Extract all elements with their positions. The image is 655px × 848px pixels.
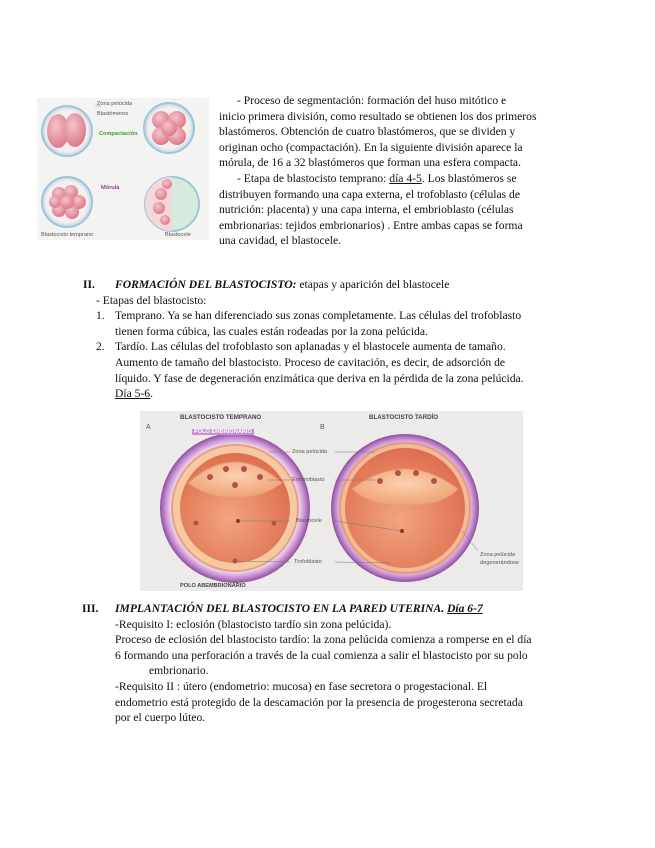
- day-reference: Día 6-7: [447, 602, 483, 615]
- text-line: inicio primera división, como resultado se obtienen los dos primeros: [219, 109, 537, 123]
- text-line: por el cuerpo lúteo.: [115, 711, 206, 725]
- blastocyst-illustration: [140, 411, 523, 591]
- text-line: Proceso de eclosión del blastocisto tardío: la zona pelúcida comienza a romperse en el día: [115, 633, 532, 647]
- text-line: [115, 386, 603, 402]
- section-title-rest: etapas y aparición del blastocele: [296, 278, 450, 291]
- text-line: distribuyen formando una capa externa, el trofoblasto (células de: [219, 187, 521, 201]
- text-line: mórula, de 16 a 32 blastómeros que forman una esfera compacta.: [219, 156, 521, 170]
- text-line: blastómeros. Obtención de cuatro blastómeros, que se dividen y: [219, 125, 516, 139]
- list-number: 2.: [96, 340, 105, 354]
- text-segment: .: [150, 387, 153, 401]
- text-line: 6 formando una perforación a través de la cual comienza a salir el blastocisto por su polo: [115, 648, 528, 662]
- segmentation-figure: [37, 98, 209, 240]
- text-line: tienen forma cúbica, las cuales están rodeadas por la zona pelúcida.: [115, 324, 428, 338]
- text-line: - Proceso de segmentación: formación del huso mitótico e: [237, 94, 507, 107]
- text-segment: . Los blastómeros se: [421, 171, 517, 185]
- day-reference: Día 5-6: [115, 387, 151, 401]
- text-line: -Requisito II : útero (endometrio: mucosa) en fase secretora o progestacional. El: [115, 679, 488, 693]
- section-title: FORMACIÓN DEL BLASTOCISTO:: [115, 278, 297, 291]
- fig2-label-trofoblasto: Trofoblasto: [294, 559, 322, 565]
- text-line: Aumento de tamaño del blastocisto. Proceso de cavitación, es decir, de adsorción de: [115, 355, 506, 369]
- text-line: [219, 171, 579, 187]
- text-line: Tardío. Las células del trofoblasto son aplanadas y el blastocele aumenta de tamaño.: [115, 340, 506, 354]
- fig2-letter-b: B: [320, 424, 325, 431]
- section-heading: [82, 601, 602, 617]
- text-line: -Requisito I: eclosión (blastocisto tardío sin zona pelúcida).: [115, 617, 392, 631]
- bullet-line: - Etapas del blastocisto:: [96, 293, 207, 307]
- section-title: IMPLANTACIÓN DEL BLASTOCISTO EN LA PARED UTERINA.: [115, 602, 445, 615]
- section-numeral: III.: [82, 602, 99, 615]
- segmentation-illustration: [37, 98, 209, 240]
- fig2-label-right: degenerándose: [480, 560, 519, 566]
- section-numeral: II.: [83, 278, 95, 291]
- section-3: [82, 601, 602, 726]
- blastocyst-figure: [140, 411, 523, 591]
- text-line: endometrio está protegido de la descamación por la presencia de progesterona secretada: [115, 695, 523, 709]
- fig1-label-highlight: Compactación: [99, 131, 138, 137]
- blastocyst-cutaway: [145, 177, 199, 231]
- list-item: [83, 339, 603, 401]
- text-segment: - Etapa de blastocisto temprano:: [237, 171, 390, 185]
- fig1-label: Blastocele: [165, 232, 191, 238]
- fig2-label-embrioblasto: Embrioblasto: [292, 477, 325, 483]
- text-line: nutrición: placenta) y una capa interna, el embrioblasto (células: [219, 203, 514, 217]
- fig1-label: Zona pelúcida: [97, 101, 133, 107]
- section-3-body: [82, 617, 602, 726]
- section-heading: [83, 277, 603, 293]
- fig2-pole-top: POLO EMBRIONARIO: [194, 429, 252, 435]
- fig2-title-early: BLASTOCISTO TEMPRANO: [180, 414, 262, 421]
- list-item: [83, 308, 603, 339]
- morula-embryo: [42, 177, 92, 227]
- text-line: originan ocho (compactación). En la siguiente división aparece la: [219, 140, 523, 154]
- fig1-label: Blastocisto temprano: [41, 232, 94, 238]
- segmentation-paragraph: [219, 93, 579, 249]
- section-2: [83, 277, 603, 402]
- text-line: embrionario.: [149, 664, 209, 678]
- text-line: líquido. Y fase de degeneración enzimática que deriva en la pérdida de la zona pelúcida.: [115, 371, 524, 385]
- eight-cell-embryo: [144, 103, 194, 153]
- late-blastocyst: [331, 434, 479, 582]
- fig1-label: Blastómeros: [97, 111, 129, 117]
- fig2-label-zona: Zona pelúcida: [292, 449, 328, 455]
- fig1-label-morula: Mórula: [101, 185, 120, 191]
- list-number: 1.: [96, 309, 105, 323]
- text-line: embrionarias: tejidos embrionarios) . Entre ambas capas se forma: [219, 218, 523, 232]
- fig2-title-late: BLASTOCISTO TARDÍO: [369, 414, 439, 421]
- text-line: una cavidad, el blastocele.: [219, 234, 342, 248]
- fig2-pole-bottom: POLO ABEMBRIONARIO: [180, 583, 246, 589]
- fig2-label-right: Zona pelúcida: [480, 552, 516, 558]
- fig2-label-blastocele: Blastocele: [296, 518, 322, 524]
- two-cell-embryo: [42, 106, 92, 156]
- early-blastocyst: [160, 433, 310, 583]
- day-reference: día 4-5: [389, 171, 422, 185]
- text-line: Temprano. Ya se han diferenciado sus zonas completamente. Las células del trofoblasto: [115, 309, 522, 323]
- fig2-letter-a: A: [146, 424, 151, 431]
